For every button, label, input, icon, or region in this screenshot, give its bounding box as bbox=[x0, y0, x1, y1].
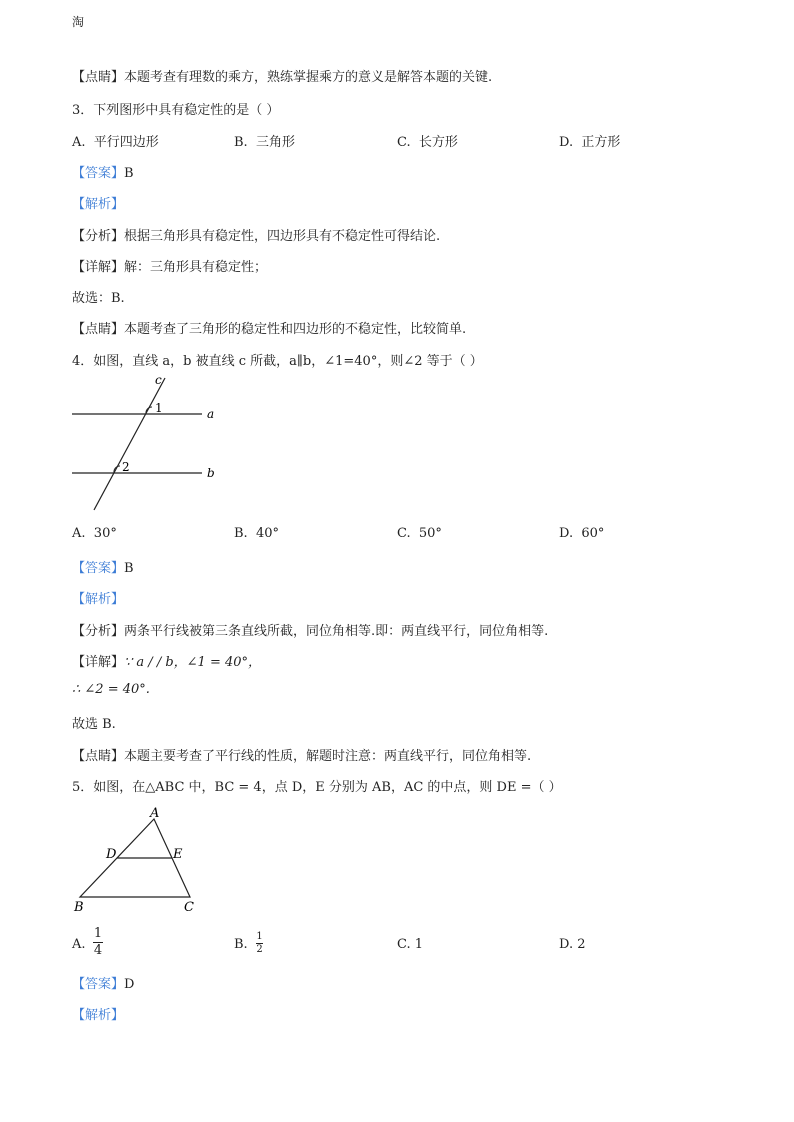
q3-option-b: B. 三角形 bbox=[234, 135, 295, 150]
q4-answer: 【答案】B bbox=[72, 561, 134, 576]
line-c bbox=[94, 378, 165, 510]
q4-choose: 故选 B. bbox=[72, 717, 116, 732]
q4-therefore: ∴ ∠2 = 40°. bbox=[72, 682, 150, 697]
q3-analysis-tag: 【解析】 bbox=[72, 197, 125, 212]
q3-option-c: C. 长方形 bbox=[397, 135, 458, 150]
q4-option-a: A. 30° bbox=[72, 526, 117, 541]
q5-stem: 5．如图，在△ABC 中，BC = 4，点 D，E 分别为 AB，AC 的中点，则 DE =（ ） bbox=[72, 780, 562, 795]
q4-stem: 4．如图，直线 a，b 被直线 c 所截，a∥b，∠1=40°，则∠2 等于（ ） bbox=[72, 354, 483, 369]
q5-triangle-figure bbox=[72, 805, 202, 917]
q4-fenxi: 【分析】两条平行线被第三条直线所截，同位角相等.即：两直线平行，同位角相等. bbox=[72, 624, 549, 639]
q3-choose: 故选：B. bbox=[72, 291, 125, 306]
label-c: c bbox=[155, 373, 162, 387]
q3-stem: 3．下列图形中具有稳定性的是（ ） bbox=[72, 103, 280, 118]
q4-analysis-tag: 【解析】 bbox=[72, 592, 125, 607]
label-C: C bbox=[184, 900, 194, 915]
q5-option-b-fraction: 1 2 bbox=[256, 931, 263, 955]
q4-dianjing: 【点睛】本题主要考查了平行线的性质，解题时注意：两直线平行，同位角相等. bbox=[72, 749, 532, 764]
q5-option-a-label: A. bbox=[72, 937, 86, 952]
label-angle-1: 1 bbox=[155, 401, 163, 415]
label-b: b bbox=[207, 466, 215, 480]
q4-option-b: B. 40° bbox=[234, 526, 279, 541]
q3-fenxi: 【分析】根据三角形具有稳定性，四边形具有不稳定性可得结论. bbox=[72, 229, 441, 244]
q3-dianjing: 【点睛】本题考查了三角形的稳定性和四边形的不稳定性，比较简单. bbox=[72, 322, 467, 337]
q3-answer bbox=[72, 162, 134, 181]
answer-value: B bbox=[124, 166, 134, 181]
q4-option-c: C. 50° bbox=[397, 526, 442, 541]
label-angle-2: 2 bbox=[122, 460, 130, 474]
q5-analysis-tag: 【解析】 bbox=[72, 1008, 125, 1023]
q4-parallel-lines-figure bbox=[72, 372, 232, 514]
q2-dianjing bbox=[72, 66, 492, 85]
dianjing-text: 本题考查有理数的乘方，熟练掌握乘方的意义是解答本题的关键. bbox=[124, 70, 493, 85]
header-mark: 淘 bbox=[72, 15, 85, 29]
q5-option-a-fraction: 1 4 bbox=[93, 926, 103, 958]
q5-option-c: C. 1 bbox=[397, 937, 424, 952]
label-B: B bbox=[74, 900, 84, 915]
q5-option-b-label: B. bbox=[234, 937, 248, 952]
label-A: A bbox=[150, 806, 160, 821]
q3-detail: 【详解】解：三角形具有稳定性； bbox=[72, 260, 268, 275]
q4-detail: 【详解】∵ a / / b，∠1 = 40°， bbox=[72, 655, 262, 670]
label-a: a bbox=[207, 407, 215, 421]
label-E: E bbox=[173, 847, 183, 862]
q5-answer: 【答案】D bbox=[72, 977, 135, 992]
answer-tag: 【答案】 bbox=[72, 166, 125, 181]
dianjing-tag: 【点睛】 bbox=[72, 70, 125, 85]
q5-option-d: D. 2 bbox=[559, 937, 586, 952]
q4-option-d: D. 60° bbox=[559, 526, 605, 541]
q3-option-d: D. 正方形 bbox=[559, 135, 621, 150]
q3-option-a: A. 平行四边形 bbox=[72, 135, 159, 150]
label-D: D bbox=[106, 847, 117, 862]
